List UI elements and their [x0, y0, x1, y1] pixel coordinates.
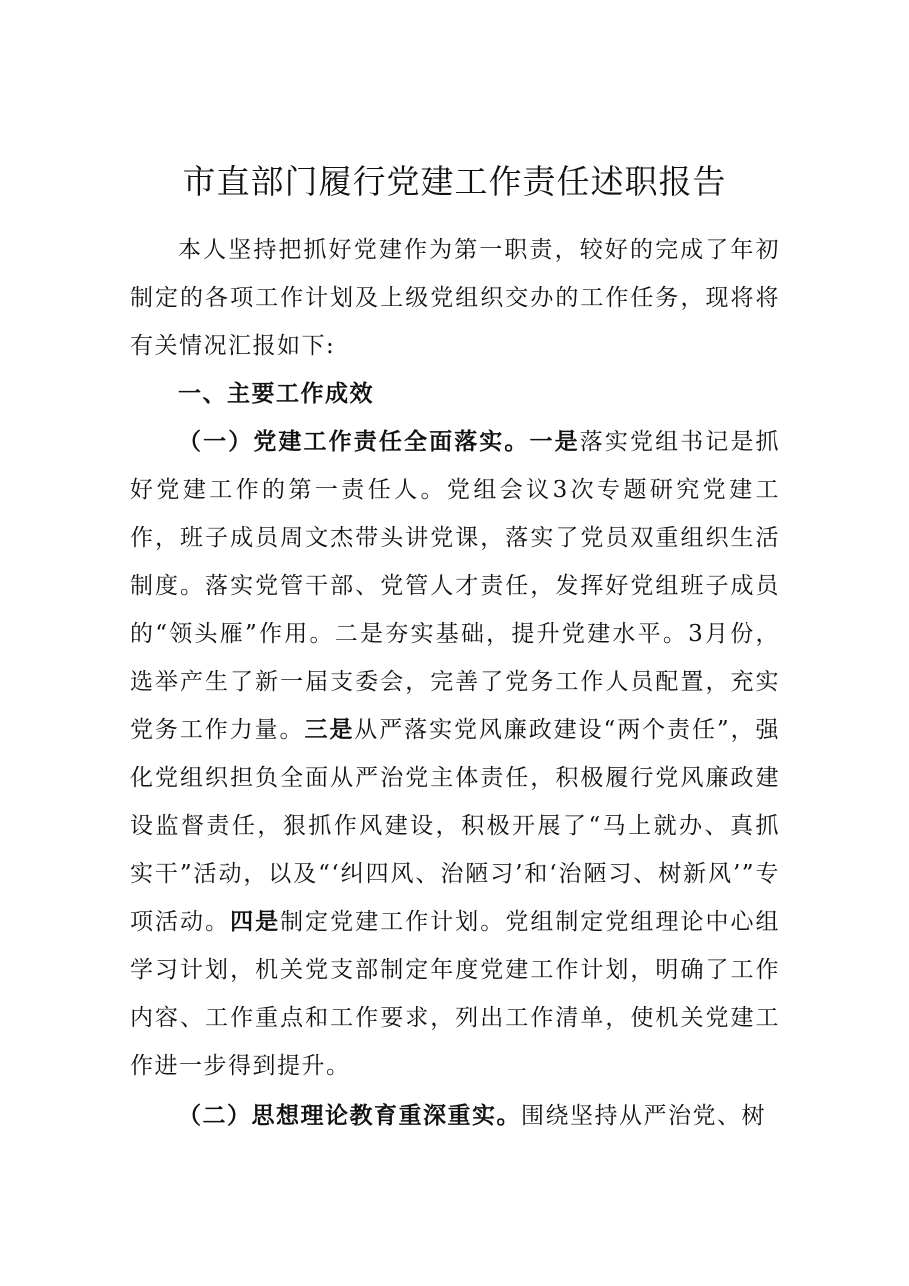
document-title: 市直部门履行党建工作责任述职报告	[182, 162, 727, 201]
point-3-text: 从严落实党风廉政建设“两个责任”，强化党组织担负全面从严治党主体责任，积极履行党风廉政建设监督责任，狠抓作风建设，积极开展了“马上就办、真抓实干”活动，以及“‘纠四风、治陋习’和‘治陋习、树新风’”专项活动。	[130, 717, 780, 935]
point-4-text: 制定党建工作计划。党组制定党组理论中心组学习计划，机关党支部制定年度党建工作计划，明确了工作内容、工作重点和工作要求，列出工作清单，使机关党建工作进一步得到提升。	[130, 909, 781, 1079]
point-1-marker: 一是	[529, 428, 580, 455]
subsection-2-label: （二）思想理论教育重深重实。	[178, 1102, 521, 1129]
point-4-marker: 四是	[230, 908, 281, 935]
intro-paragraph: 本人坚持把抓好党建作为第一职责，较好的完成了年初制定的各项工作计划及上级党组织交办的工作任务，现将将有关情况汇报如下:	[130, 237, 780, 359]
document-body	[130, 226, 780, 1140]
subsection-1-label: （一）党建工作责任全面落实。	[178, 428, 530, 455]
point-3-marker: 三是	[304, 716, 355, 743]
subsection-2-text: 围绕坚持从严治党、树	[521, 1103, 766, 1129]
subsection-1-paragraph	[130, 418, 780, 1090]
subsection-2-paragraph	[130, 1092, 780, 1140]
section-heading-main-achievements: 一、主要工作成效	[178, 380, 374, 407]
point-1-text: 落实党组书记是抓好党建工作的第一责任人。党组会议3次专题研究党建工作，班子成员周文杰带头讲党课，落实了党员双重组织生活制度。落实党管干部、党管人才责任，发挥好党组班子成员的“领头雁”作用。二是夯实基础，提升党建水平。3月份，选举产生了新一届支委会，完善了党务工作人员配置，充实党务工作力量。	[130, 429, 781, 743]
